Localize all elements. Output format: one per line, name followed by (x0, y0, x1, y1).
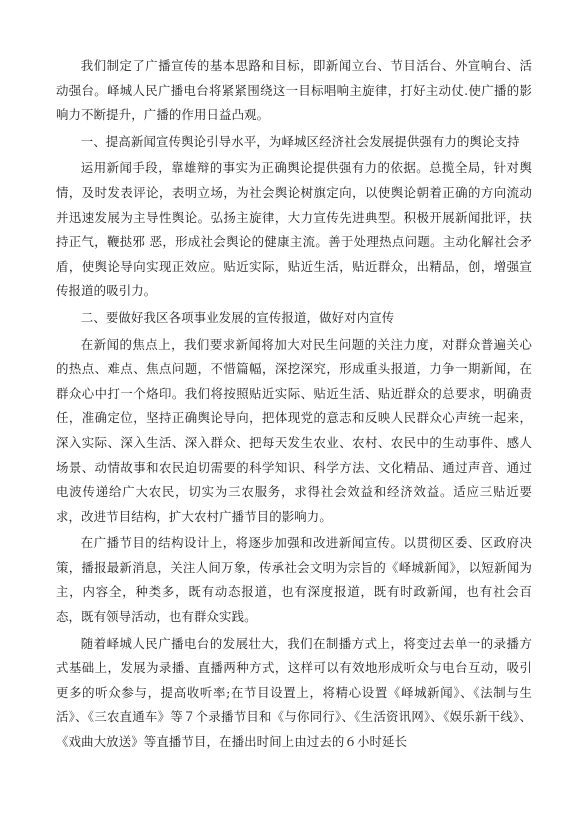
section-2-paragraph-1: 在新闻的焦点上，我们要求新闻将加大对民生问题的关注力度，对群众普遍关心的热点、难点、焦点问题，不惜篇幅，深挖深究，形成重头报道，力争一期新闻，在群众心中打一个烙印。我们将按照贴近实际、贴近生活、贴近群众的总要求，明确责任，准确定位，坚持正确舆论导向，把体现党的意志和反映人民群众心声统一起来，深入实际、深入生活、深入群众、把每天发生农业、农村、农民中的生动事件、感人场景、动情故事和农民迫切需要的科学知识、科学方法、文化精品、通过声音、通过电波传递给广大农民，切实为三农服务，求得社会效益和经济效益。适应三贴近要求，改进节目结构，扩大农村广播节目的影响力。 (56, 336, 532, 524)
section-2-paragraph-2: 在广播节目的结构设计上，将逐步加强和改进新闻宣传。以贯彻区委、区政府决策，播报最新消息，关注人间万象，传承社会文明为宗旨的《峄城新闻》，以短新闻为主，内容全，种类多，既有动态报道，也有深度报道，既有时政新闻，也有社会百态，既有领导活动，也有群众实践。 (56, 535, 532, 625)
intro-paragraph: 我们制定了广播宣传的基本思路和目标，即新闻立台、节目活台、外宣响台、活动强台。峄城人民广播电台将紧紧围绕这一目标唱响主旋律，打好主动仗.使广播的影响力不断提升，广播的作用日益凸观。 (56, 58, 532, 123)
section-heading-2: 二、要做好我区各项事业发展的宣传报道，做好对内宣传 (80, 309, 395, 325)
document-page (56, 54, 532, 757)
section-heading-1: 一、提高新闻宣传舆论引导水平，为峄城区经济社会发展提供强有力的舆论支持 (80, 133, 520, 149)
section-1-paragraph: 运用新闻手段，靠雄辩的事实为正确舆论提供强有力的依据。总揽全局，针对舆情，及时发表评论，表明立场，为社会舆论树旗定向，以使舆论朝着正确的方向流动并迅速发展为主导性舆论。弘扬主旋律，大力宣传先进典型。积极开展新闻批评，扶持正气，鞭挞邪 恶，形成社会舆论的健康主流。善于处理热点问题。主动化解社会矛盾，使舆论导向实现正效应。贴近实际，贴近生活，贴近群众，出精品，创，增强宣传报道的吸引力。 (56, 160, 532, 299)
section-2-paragraph-3: 随着峄城人民广播电台的发展壮大，我们在制播方式上，将变过去单一的录播方式基础上，发展为录播、直播两种方式，这样可以有效地形成听众与电台互动，吸引更多的听众参与，提高收听率;在节目设置上，将精心设置《峄城新闻》、《法制与生活》、《三农直通车》等７个录播节目和《与你同行》、《生活资讯网》、《娱乐新干线》、《戏曲大放送》等直播节目，在播出时间上由过去的６小时延长 (56, 635, 532, 750)
